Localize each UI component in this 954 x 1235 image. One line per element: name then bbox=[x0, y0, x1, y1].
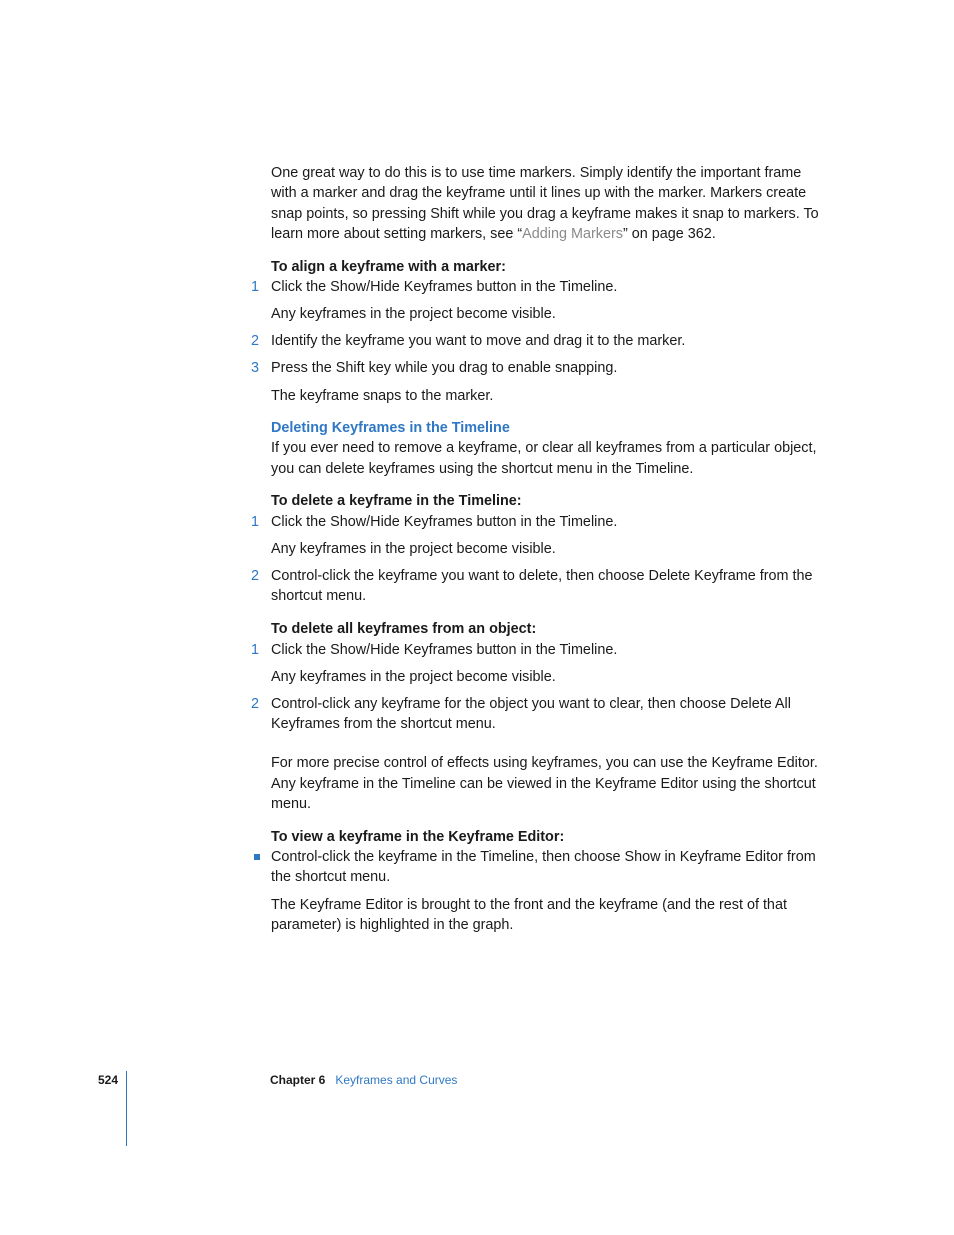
task3-step-1 bbox=[251, 640, 823, 660]
task-heading-align: To align a keyframe with a marker: bbox=[271, 258, 506, 275]
intro-paragraph bbox=[271, 163, 823, 245]
task3-step-2 bbox=[251, 694, 823, 735]
step-result: Any keyframes in the project become visible. bbox=[271, 306, 556, 323]
section-title: Deleting Keyframes in the Timeline bbox=[271, 420, 510, 437]
section-body: If you ever need to remove a keyframe, or clear all keyframes from a particular object, you can delete keyframes using the shortcut menu in the Timeline. bbox=[271, 440, 817, 477]
editor-paragraph: For more precise control of effects using keyframes, you can use the Keyframe Editor. Any keyframe in the Timeline can be viewed in the Keyframe Editor using the shortcut menu. bbox=[271, 755, 818, 813]
step-number: 1 bbox=[251, 513, 260, 530]
footer-chapter bbox=[270, 1073, 457, 1087]
step-text: Click the Show/Hide Keyframes button in the Timeline. bbox=[271, 513, 618, 530]
task-heading-delete-keyframe: To delete a keyframe in the Timeline: bbox=[271, 493, 522, 510]
step-text: Identify the keyframe you want to move and drag it to the marker. bbox=[271, 332, 686, 349]
step-number: 1 bbox=[251, 279, 260, 296]
bullet-result: The Keyframe Editor is brought to the front and the keyframe (and the rest of that parameter) is highlighted in the graph. bbox=[271, 896, 787, 934]
step-number: 3 bbox=[251, 360, 260, 377]
task-heading-delete-all: To delete all keyframes from an object: bbox=[271, 621, 537, 638]
chapter-title-link[interactable]: Keyframes and Curves bbox=[335, 1073, 458, 1087]
task1-step-2 bbox=[251, 331, 823, 351]
step-text: Control-click the keyframe you want to delete, then choose Delete Keyframe from the shortcut menu. bbox=[271, 567, 813, 604]
chapter-label: Chapter 6 bbox=[270, 1073, 326, 1087]
intro-text-end: ” on page 362. bbox=[622, 226, 716, 243]
adding-markers-link[interactable]: Adding Markers bbox=[522, 226, 623, 243]
task2-step-1 bbox=[251, 512, 823, 532]
step-result: Any keyframes in the project become visible. bbox=[271, 541, 556, 558]
step-text: Click the Show/Hide Keyframes button in the Timeline. bbox=[271, 641, 618, 658]
footer-rule bbox=[126, 1071, 127, 1146]
square-bullet-icon bbox=[254, 854, 260, 860]
step-number: 2 bbox=[251, 332, 260, 349]
step-text: Click the Show/Hide Keyframes button in the Timeline. bbox=[271, 279, 618, 296]
intro-text: One great way to do this is to use time markers. Simply identify the important frame with a marker and drag the keyframe until it lines up with the marker. Markers create snap points, so pressing Shift while you drag a keyframe makes it snap to markers. To learn more about setting markers, see “ bbox=[271, 165, 819, 243]
step-result: The keyframe snaps to the marker. bbox=[271, 387, 494, 404]
task2-step-2 bbox=[251, 566, 823, 607]
task1-step-1 bbox=[251, 277, 823, 297]
step-text: Press the Shift key while you drag to enable snapping. bbox=[271, 360, 618, 377]
step-number: 2 bbox=[251, 567, 260, 584]
page-number: 524 bbox=[98, 1073, 119, 1087]
step-number: 1 bbox=[251, 641, 260, 658]
bullet-text: Control-click the keyframe in the Timeline, then choose Show in Keyframe Editor from the shortcut menu. bbox=[271, 848, 816, 886]
step-number: 2 bbox=[251, 695, 260, 712]
page-content bbox=[251, 163, 823, 942]
task4-bullet bbox=[271, 847, 823, 888]
task1-step-3 bbox=[251, 358, 823, 378]
step-text: Control-click any keyframe for the object you want to clear, then choose Delete All Keyframes from the shortcut menu. bbox=[271, 695, 791, 732]
task-heading-view-editor: To view a keyframe in the Keyframe Editor: bbox=[271, 828, 565, 845]
step-result: Any keyframes in the project become visible. bbox=[271, 669, 556, 686]
